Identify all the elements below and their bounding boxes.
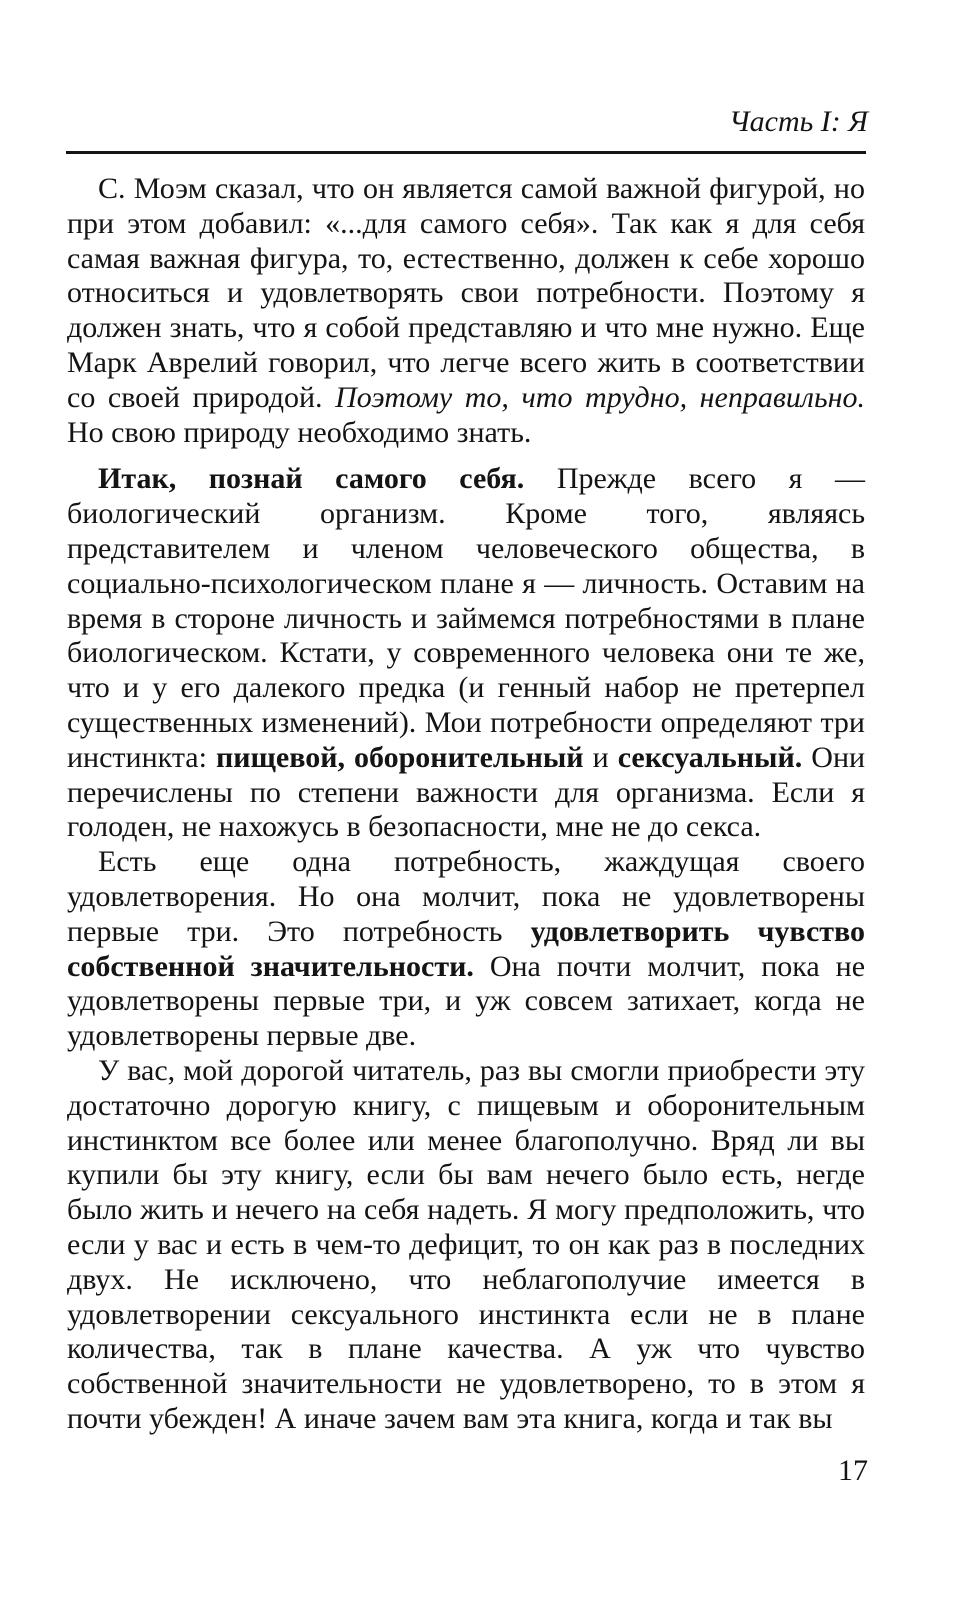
paragraph-2-bold-lead: Итак, познай самого себя. bbox=[98, 462, 525, 496]
paragraph-2-text-2: и bbox=[592, 740, 609, 774]
running-head: Часть I: Я bbox=[729, 105, 868, 138]
paragraph-1 bbox=[67, 172, 865, 450]
paragraph-3-text-2: Она почти молчит, пока не удовлетворены первые три, и уж совсем затихает, когда не удовлетворены первые две. bbox=[67, 949, 866, 1053]
header-rule bbox=[66, 151, 866, 154]
paragraph-4 bbox=[67, 1054, 865, 1437]
paragraph-3-text-1: Есть еще одна потребность, жаждущая своего удовлетворения. Но она молчит, пока не удовлетворены первые три. Это потребность bbox=[67, 845, 865, 948]
paragraph-2-text-3: Они перечислены по степени важности для организма. Если я голоден, не нахожусь в безопасности, мне не до секса. bbox=[67, 740, 866, 844]
body-text bbox=[67, 172, 865, 1437]
paragraph-1-italic: Поэтому то, что трудно, неправильно. bbox=[335, 380, 866, 414]
paragraph-3 bbox=[67, 845, 865, 1054]
paragraph-1-text-2: Но свою природу необходимо знать. bbox=[67, 415, 532, 449]
paragraph-2-text-1: Прежде всего я — биологический организм. Кроме того, являясь представителем и членом человеческого общества, в социально-психологическом плане я — личность. Оставим на время в стороне личность и займемся потребностями в плане биологическом. Кстати, у современного человека они те же, что и у его далекого предка (и генный набор не претерпел существенных изменений). Мои потребности определяют три инстинкта: bbox=[67, 462, 866, 774]
paragraph-2-bold-2: сексуальный. bbox=[617, 740, 803, 774]
paragraph-1-text-1: С. Моэм сказал, что он является самой важной фигурой, но при этом добавил: «...для самого себя». Так как я для себя самая важная фигура, то, естественно, должен к себе хорошо относиться и удовлетворять свои потребности. Поэтому я должен знать, что я собой представляю и что мне нужно. Еще Марк Аврелий говорил, что легче всего жить в соответствии со своей природой. bbox=[67, 172, 865, 414]
page-number: 17 bbox=[838, 1454, 868, 1487]
paragraph-3-bold: удовлетворить чувство собственной значительности. bbox=[67, 914, 866, 983]
paragraph-2-bold-1: пищевой, оборонительный bbox=[215, 740, 584, 774]
paragraph-2 bbox=[67, 462, 865, 845]
paragraph-4-text-1: У вас, мой дорогой читатель, раз вы смогли приобрести эту достаточно дорогую книгу, с пищевым и оборонительным инстинктом все более или менее благополучно. Вряд ли вы купили бы эту книгу, если бы вам нечего было есть, негде было жить и нечего на себя надеть. Я могу предположить, что если у вас и есть в чем-то дефицит, то он как раз в последних двух. Не исключено, что неблагополучие имеется в удовлетворении сексуального инстинкта если не в плане количества, так в плане качества. А уж что чувство собственной значительности не удовлетворено, то в этом я почти убежден! А иначе зачем вам эта книга, когда и так вы bbox=[67, 1053, 865, 1435]
